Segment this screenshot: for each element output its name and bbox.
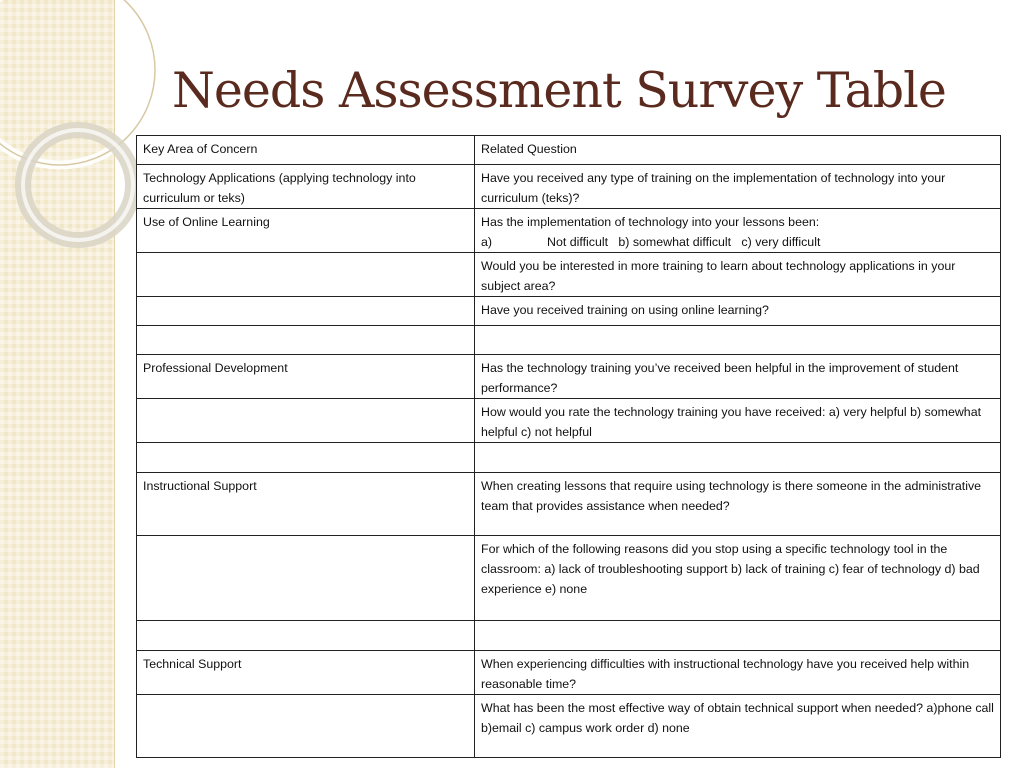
table-row: [137, 297, 1001, 326]
area-cell: [137, 297, 475, 326]
area-cell: [137, 536, 475, 621]
table-row: [137, 209, 1001, 253]
table-row: [137, 326, 1001, 355]
question-cell: [475, 326, 1001, 355]
side-decoration-panel: [0, 0, 115, 768]
option-list: Not difficult b) somewhat difficult c) very difficult: [547, 235, 821, 249]
table-row: [137, 473, 1001, 536]
area-cell: [137, 399, 475, 443]
table-header-row: [137, 136, 1001, 165]
area-cell: Use of Online Learning: [137, 209, 475, 253]
area-cell: [137, 695, 475, 758]
area-cell: [137, 443, 475, 473]
question-options: [481, 232, 994, 252]
table-row: [137, 253, 1001, 297]
question-cell: When experiencing difficulties with instructional technology have you received help within reasonable time?: [475, 651, 1001, 695]
area-cell: [137, 253, 475, 297]
question-cell: For which of the following reasons did you stop using a specific technology tool in the classroom: a) lack of troubleshooting support b) lack of training c) fear of technology d) bad experience e) none: [475, 536, 1001, 621]
table-row: [137, 399, 1001, 443]
table-row: [137, 621, 1001, 651]
question-cell: Has the technology training you’ve received been helpful in the improvement of student performance?: [475, 355, 1001, 399]
question-cell: When creating lessons that require using technology is there someone in the administrative team that provides assistance when needed?: [475, 473, 1001, 536]
question-cell: [475, 443, 1001, 473]
question-cell: Have you received training on using online learning?: [475, 297, 1001, 326]
area-cell: Technology Applications (applying technology into curriculum or teks): [137, 165, 475, 209]
question-cell: How would you rate the technology training you have received: a) very helpful b) somewhat helpful c) not helpful: [475, 399, 1001, 443]
header-cell-question: Related Question: [475, 136, 1001, 165]
question-cell: What has been the most effective way of obtain technical support when needed? a)phone call b)email c) campus work order d) none: [475, 695, 1001, 758]
area-cell: Instructional Support: [137, 473, 475, 536]
question-line: Has the implementation of technology into your lessons been:: [481, 215, 820, 229]
table-row: [137, 355, 1001, 399]
area-cell: [137, 326, 475, 355]
table-row: [137, 695, 1001, 758]
question-cell: Have you received any type of training on the implementation of technology into your curriculum (teks)?: [475, 165, 1001, 209]
option-a-marker: a): [481, 235, 493, 249]
page-title: Needs Assessment Survey Table: [172, 62, 946, 119]
table-row: [137, 443, 1001, 473]
question-cell: [475, 209, 1001, 253]
header-cell-area: Key Area of Concern: [137, 136, 475, 165]
table-row: [137, 165, 1001, 209]
table-row: [137, 651, 1001, 695]
area-cell: Technical Support: [137, 651, 475, 695]
table-row: [137, 536, 1001, 621]
area-cell: Professional Development: [137, 355, 475, 399]
survey-table: [136, 135, 1001, 758]
question-cell: Would you be interested in more training to learn about technology applications in your subject area?: [475, 253, 1001, 297]
question-cell: [475, 621, 1001, 651]
area-cell: [137, 621, 475, 651]
